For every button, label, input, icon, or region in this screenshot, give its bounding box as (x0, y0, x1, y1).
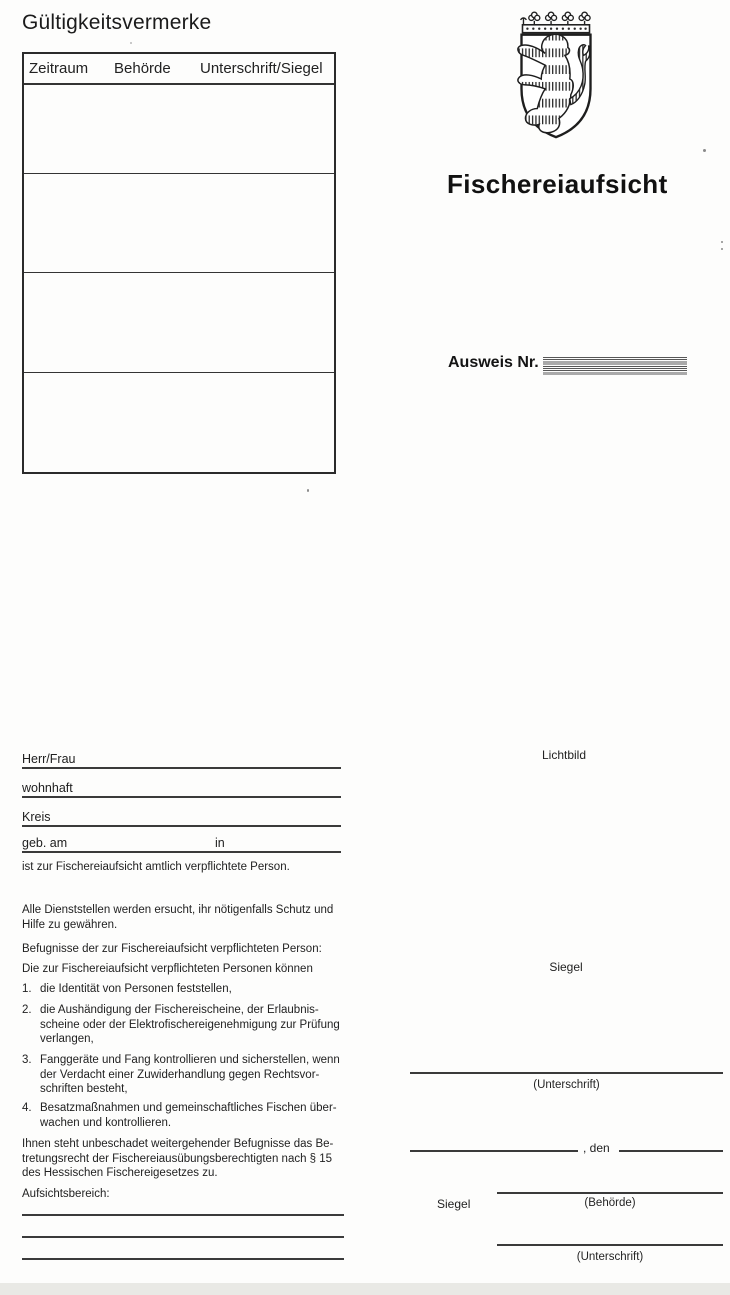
item-number: 4. (22, 1102, 32, 1114)
paragraph-line: Alle Dienststellen werden ersucht, ihr nötigenfalls Schutz und (22, 904, 334, 916)
signature2-line (497, 1244, 723, 1246)
signature-line (410, 1072, 723, 1074)
document-title: Fischereiaufsicht (447, 169, 668, 199)
item-number: 3. (22, 1054, 32, 1066)
authority-line (497, 1192, 723, 1194)
obligation-statement: ist zur Fischereiaufsicht amtlich verpflichtete Person. (22, 861, 290, 873)
item-line: die Aushändigung der Fischereischeine, der Erlaubnis- (40, 1004, 319, 1016)
item-line: Fanggeräte und Fang kontrollieren und sicherstellen, wenn (40, 1054, 340, 1066)
validity-col-unterschrift-siegel: Unterschrift/Siegel (200, 60, 323, 77)
field-district-label: Kreis (22, 810, 51, 824)
field-district (22, 809, 341, 827)
field-address (22, 780, 341, 798)
date-separator-label: , den (583, 1141, 610, 1155)
supervision-area-label: Aufsichtsbereich: (22, 1188, 110, 1200)
paragraph-powers-intro: Die zur Fischereiaufsicht verpflichteten Personen können (22, 963, 313, 975)
seal-placeholder-label: Siegel (549, 960, 583, 974)
numbered-item-2 (22, 1003, 346, 1047)
table-row-divider (24, 372, 334, 373)
scan-speck (130, 42, 132, 44)
item-line: verlangen, (40, 1033, 94, 1046)
table-row-divider (24, 272, 334, 273)
paragraph-line: des Hessischen Fischereigesetzes zu. (22, 1167, 218, 1180)
item-line: schriften besteht, (40, 1083, 128, 1096)
validity-table-row (24, 374, 334, 472)
table-row-divider (24, 173, 334, 174)
item-line: scheine oder der Elektrofischereigenehmigung zur Prüfung (40, 1018, 340, 1031)
field-address-label: wohnhaft (22, 781, 73, 795)
ausweis-number-hatch-lines (543, 357, 687, 375)
field-birthplace-label: in (215, 836, 225, 850)
place-line (410, 1150, 578, 1152)
paragraph-line: tretungsrecht der Fischereiausübungsberechtigten nach § 15 (22, 1152, 333, 1165)
date-line (619, 1150, 723, 1152)
field-birthdate-label: geb. am (22, 836, 68, 850)
validity-heading: Gültigkeitsvermerke (22, 11, 212, 34)
validity-table-row (24, 175, 334, 272)
item-number: 1. (22, 983, 32, 995)
scan-speck (703, 149, 706, 152)
paragraph-powers-heading: Befugnisse der zur Fischereiaufsicht verpflichteten Person: (22, 943, 322, 955)
supervision-area-blank-line (22, 1214, 344, 1216)
item-number: 2. (22, 1004, 32, 1016)
photo-placeholder-label: Lichtbild (541, 748, 587, 762)
hessen-coat-of-arms-icon (501, 10, 611, 148)
paragraph-line: Ihnen steht unbeschadet weitergehender Befugnisse das Be- (22, 1138, 334, 1150)
item-line: die Identität von Personen feststellen, (40, 983, 232, 995)
supervision-area-blank-line (22, 1236, 344, 1238)
field-name (22, 751, 341, 769)
numbered-item-3 (22, 1053, 346, 1097)
supervision-area-blank-line (22, 1258, 344, 1260)
field-name-label: Herr/Frau (22, 752, 76, 766)
ausweis-number-label: Ausweis Nr. (448, 354, 539, 371)
numbered-item-4 (22, 1101, 346, 1130)
paragraph-line: Hilfe zu gewähren. (22, 918, 118, 931)
validity-col-behoerde: Behörde (114, 60, 171, 77)
field-birth (22, 835, 341, 853)
scan-speck (307, 489, 309, 492)
signature-caption: (Unterschrift) (533, 1079, 600, 1091)
item-line: Besatzmaßnahmen und gemeinschaftliches Fischen über- (40, 1102, 337, 1114)
closing-paragraph (22, 1137, 346, 1181)
scan-speck (721, 241, 723, 243)
validity-table-row (24, 85, 334, 174)
numbered-item-1 (22, 982, 346, 997)
seal2-label: Siegel (437, 1197, 471, 1211)
authority-caption: (Behörde) (584, 1197, 636, 1209)
scan-edge-shadow (0, 1283, 730, 1295)
signature2-caption: (Unterschrift) (576, 1251, 644, 1263)
validity-table-row (24, 274, 334, 372)
validity-col-zeitraum: Zeitraum (29, 60, 89, 77)
item-line: der Verdacht einer Zuwiderhandlung gegen Rechtsvor- (40, 1068, 320, 1081)
validity-table (22, 52, 336, 474)
scan-speck (721, 248, 723, 250)
paragraph-protection (22, 903, 346, 932)
item-line: wachen und kontrollieren. (40, 1116, 172, 1129)
